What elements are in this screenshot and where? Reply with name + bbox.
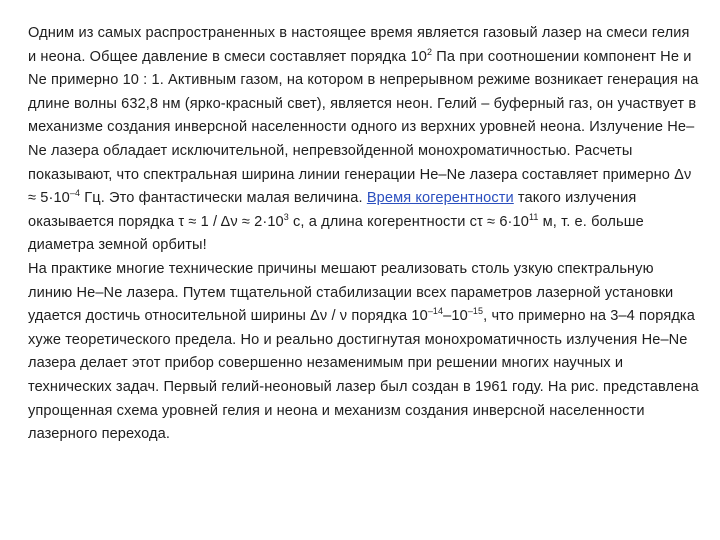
paragraph-practice bbox=[28, 258, 700, 447]
body-text bbox=[28, 22, 700, 447]
superscript: 11 bbox=[528, 211, 539, 222]
superscript: –15 bbox=[467, 306, 484, 317]
text-segment: с, а длина когерентности cτ ≈ 6·10 bbox=[288, 213, 529, 230]
text-segment: Одним из самых распространенных в настоящее время является газовый лазер на смеси гелия и неона. Общее давление в смеси составляет порядка 10 bbox=[28, 25, 690, 65]
superscript: 2 bbox=[426, 46, 433, 57]
superscript: 3 bbox=[283, 211, 289, 222]
text-segment: Гц. Это фантастически малая величина. bbox=[80, 190, 367, 207]
superscript: –4 bbox=[69, 188, 81, 199]
text-segment: такого излучения оказывается порядка τ ≈ 1 / Δν ≈ 2·10 bbox=[28, 190, 637, 230]
superscript: –14 bbox=[427, 306, 444, 317]
text-segment: м, т. е. больше диаметра земной орбиты! bbox=[28, 213, 644, 254]
coherence-time-link[interactable]: Время когерентности bbox=[366, 190, 514, 207]
text-segment: На практике многие технические причины мешают реализовать столь узкую спектральную линию He–Ne лазера. Путем тщательной стабилизации всех параметров лазерной установки удается достичь относительной ширины Δν / ν порядка 10 bbox=[28, 260, 674, 325]
text-segment: Па при соотношении компонент He и Ne примерно 10 : 1. Активным газом, на котором в непрерывном режиме возникает генерация на длине волны 632,8 нм (ярко-красный свет), является неон. Гелий – буферный газ, он участвует в механизме создания инверсной населенности одного из верхних уровней неона. Излучение He–Ne лазера обладает исключительной, непревзойденной монохроматичностью. Расчеты показывают, что спектральная ширина линии генерации He–Ne лазера составляет примерно Δν ≈ 5·10 bbox=[28, 48, 699, 207]
text-segment: –10 bbox=[443, 308, 468, 325]
text-segment: , что примерно на 3–4 порядка хуже теоретического предела. Но и реально достигнутая монохроматичность излучения He–Ne лазера делает этот прибор совершенно незаменимым при решении многих научных и технических задач. Первый гелий-неоновый лазер был создан в 1961 году. На рис. представлена упрощенная схема уровней гелия и неона и механизм создания инверсной населенности лазерного перехода. bbox=[28, 308, 699, 443]
paragraph-he-ne-laser bbox=[28, 22, 700, 258]
